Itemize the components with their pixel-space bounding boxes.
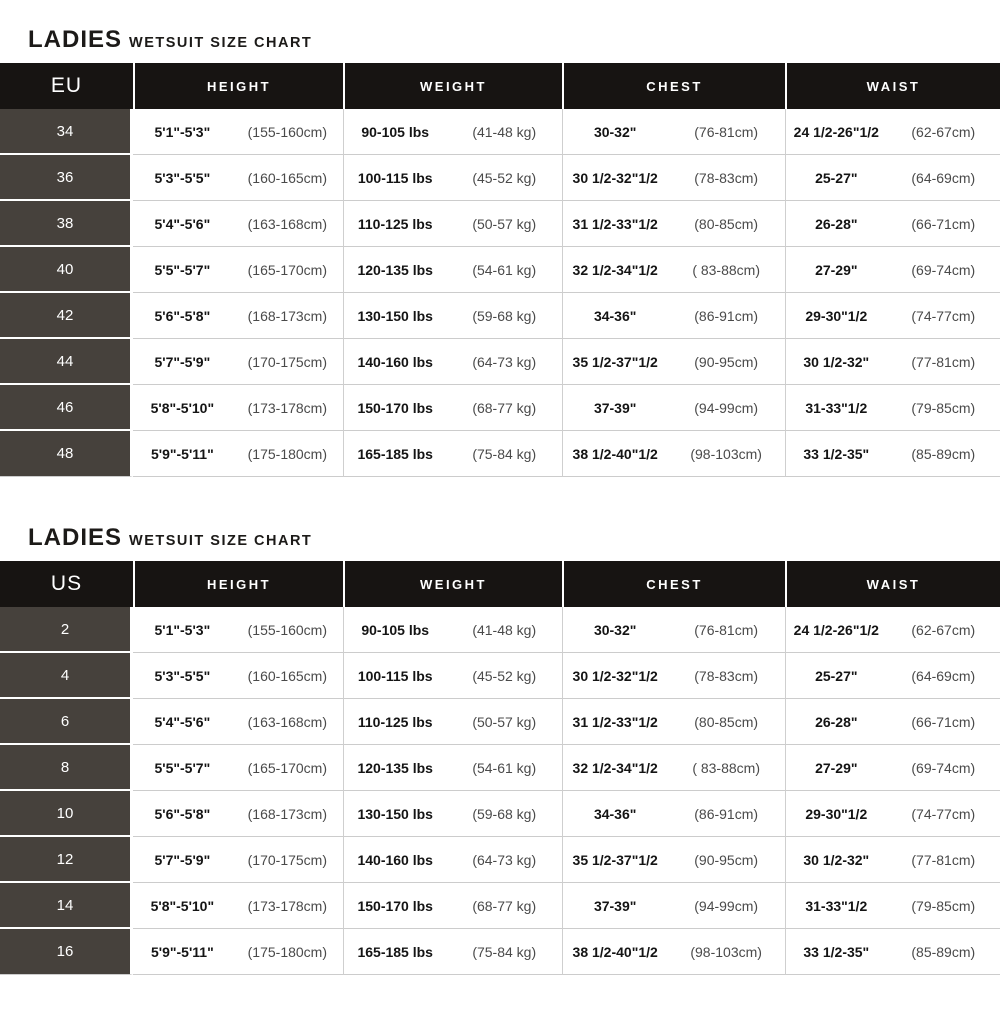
weight-cell (343, 201, 562, 247)
metric-value: (155-160cm) (247, 123, 328, 140)
metric-value: (78-83cm) (694, 667, 759, 684)
waist-cell (785, 607, 1000, 653)
chart-title-main: LADIES (28, 26, 123, 53)
height-cell (133, 109, 343, 155)
size-cell: 8 (0, 745, 133, 791)
column-header-cell: CHEST (562, 561, 785, 607)
imperial-value: 100-115 lbs (357, 667, 433, 684)
metric-value: (68-77 kg) (472, 897, 537, 914)
weight-cell (343, 607, 562, 653)
metric-value: (90-95cm) (694, 851, 759, 868)
weight-cell (343, 929, 562, 975)
chart-title-main: LADIES (28, 524, 123, 551)
column-header-cell: WAIST (785, 63, 1000, 109)
imperial-value: 5'4"-5'6" (154, 215, 211, 232)
height-cell (133, 653, 343, 699)
imperial-value: 30 1/2-32"1/2 (572, 169, 658, 186)
imperial-value: 35 1/2-37"1/2 (572, 851, 658, 868)
chest-cell (562, 293, 785, 339)
imperial-value: 5'8"-5'10" (150, 399, 215, 416)
metric-value: (50-57 kg) (472, 215, 537, 232)
size-cell: 16 (0, 929, 133, 975)
waist-cell (785, 745, 1000, 791)
imperial-value: 130-150 lbs (357, 307, 433, 324)
metric-value: (85-89cm) (911, 445, 976, 462)
metric-value: (64-69cm) (911, 169, 976, 186)
imperial-value: 140-160 lbs (357, 851, 433, 868)
imperial-value: 110-125 lbs (357, 713, 433, 730)
chart-title (28, 524, 1000, 552)
metric-value: (54-61 kg) (472, 261, 537, 278)
chest-cell (562, 699, 785, 745)
imperial-value: 30 1/2-32"1/2 (572, 667, 658, 684)
metric-value: (54-61 kg) (472, 759, 537, 776)
chart-title-sub: WETSUIT SIZE CHART (129, 35, 313, 51)
chest-cell (562, 339, 785, 385)
imperial-value: 38 1/2-40"1/2 (572, 943, 658, 960)
imperial-value: 5'6"-5'8" (154, 307, 211, 324)
imperial-value: 5'5"-5'7" (154, 759, 211, 776)
height-cell (133, 155, 343, 201)
metric-value: (66-71cm) (911, 713, 976, 730)
weight-cell (343, 293, 562, 339)
size-cell: 4 (0, 653, 133, 699)
metric-value: (173-178cm) (247, 399, 328, 416)
imperial-value: 140-160 lbs (357, 353, 433, 370)
metric-value: (85-89cm) (911, 943, 976, 960)
metric-value: (77-81cm) (911, 851, 976, 868)
waist-cell (785, 385, 1000, 431)
metric-value: (170-175cm) (247, 851, 328, 868)
waist-cell (785, 653, 1000, 699)
imperial-value: 5'6"-5'8" (154, 805, 211, 822)
size-cell: 46 (0, 385, 133, 431)
size-cell: 44 (0, 339, 133, 385)
height-cell (133, 837, 343, 883)
height-cell (133, 201, 343, 247)
metric-value: (175-180cm) (247, 943, 328, 960)
size-cell: 36 (0, 155, 133, 201)
waist-cell (785, 247, 1000, 293)
waist-cell (785, 791, 1000, 837)
chest-cell (562, 791, 785, 837)
chest-cell (562, 385, 785, 431)
imperial-value: 5'9"-5'11" (150, 445, 214, 462)
metric-value: (170-175cm) (247, 353, 328, 370)
imperial-value: 150-170 lbs (357, 399, 433, 416)
imperial-value: 37-39" (593, 399, 637, 416)
imperial-value: 165-185 lbs (357, 445, 433, 462)
metric-value: (75-84 kg) (472, 943, 537, 960)
imperial-value: 27-29" (815, 261, 858, 278)
imperial-value: 100-115 lbs (357, 169, 433, 186)
metric-value: (66-71cm) (911, 215, 976, 232)
metric-value: (78-83cm) (694, 169, 759, 186)
size-header-cell: EU (0, 63, 133, 109)
column-header-cell: WEIGHT (343, 63, 562, 109)
imperial-value: 30 1/2-32" (803, 353, 870, 370)
metric-value: (160-165cm) (247, 667, 328, 684)
imperial-value: 24 1/2-26"1/2 (793, 621, 879, 638)
imperial-value: 5'9"-5'11" (150, 943, 214, 960)
weight-cell (343, 883, 562, 929)
metric-value: (45-52 kg) (472, 169, 537, 186)
imperial-value: 5'5"-5'7" (154, 261, 211, 278)
metric-value: (77-81cm) (911, 353, 976, 370)
metric-value: (69-74cm) (911, 759, 976, 776)
metric-value: (76-81cm) (694, 621, 759, 638)
chest-cell (562, 155, 785, 201)
metric-value: ( 83-88cm) (692, 261, 760, 278)
imperial-value: 35 1/2-37"1/2 (572, 353, 658, 370)
metric-value: (79-85cm) (911, 897, 976, 914)
column-header-cell: WAIST (785, 561, 1000, 607)
height-cell (133, 791, 343, 837)
metric-value: (163-168cm) (247, 713, 328, 730)
size-cell: 34 (0, 109, 133, 155)
metric-value: (74-77cm) (911, 307, 976, 324)
imperial-value: 90-105 lbs (361, 621, 430, 638)
metric-value: (41-48 kg) (472, 621, 537, 638)
weight-cell (343, 431, 562, 477)
waist-cell (785, 837, 1000, 883)
metric-value: (59-68 kg) (472, 805, 537, 822)
weight-cell (343, 745, 562, 791)
waist-cell (785, 201, 1000, 247)
eu-size-table (0, 63, 1000, 477)
waist-cell (785, 109, 1000, 155)
imperial-value: 24 1/2-26"1/2 (793, 123, 879, 140)
waist-cell (785, 929, 1000, 975)
metric-value: (64-73 kg) (472, 353, 537, 370)
imperial-value: 130-150 lbs (357, 805, 433, 822)
metric-value: ( 83-88cm) (692, 759, 760, 776)
imperial-value: 30 1/2-32" (803, 851, 870, 868)
weight-cell (343, 653, 562, 699)
metric-value: (160-165cm) (247, 169, 328, 186)
metric-value: (173-178cm) (247, 897, 328, 914)
metric-value: (155-160cm) (247, 621, 328, 638)
metric-value: (45-52 kg) (472, 667, 537, 684)
imperial-value: 29-30"1/2 (805, 307, 868, 324)
imperial-value: 26-28" (815, 215, 858, 232)
imperial-value: 5'3"-5'5" (154, 169, 211, 186)
waist-cell (785, 699, 1000, 745)
metric-value: (165-170cm) (247, 261, 328, 278)
height-cell (133, 883, 343, 929)
imperial-value: 34-36" (593, 307, 637, 324)
height-cell (133, 247, 343, 293)
size-cell: 38 (0, 201, 133, 247)
metric-value: (165-170cm) (247, 759, 328, 776)
metric-value: (76-81cm) (694, 123, 759, 140)
chest-cell (562, 837, 785, 883)
metric-value: (168-173cm) (247, 307, 328, 324)
chest-cell (562, 607, 785, 653)
chest-cell (562, 653, 785, 699)
size-cell: 6 (0, 699, 133, 745)
imperial-value: 26-28" (815, 713, 858, 730)
column-header-cell: HEIGHT (133, 561, 343, 607)
metric-value: (98-103cm) (690, 445, 762, 462)
size-chart-block (0, 524, 1000, 975)
chest-cell (562, 929, 785, 975)
waist-cell (785, 339, 1000, 385)
waist-cell (785, 293, 1000, 339)
height-cell (133, 929, 343, 975)
height-cell (133, 339, 343, 385)
weight-cell (343, 247, 562, 293)
imperial-value: 37-39" (593, 897, 637, 914)
height-cell (133, 293, 343, 339)
imperial-value: 32 1/2-34"1/2 (572, 261, 658, 278)
metric-value: (175-180cm) (247, 445, 328, 462)
weight-cell (343, 339, 562, 385)
size-chart-page (0, 26, 1000, 1026)
chart-title (28, 26, 1000, 54)
imperial-value: 5'4"-5'6" (154, 713, 211, 730)
imperial-value: 120-135 lbs (357, 261, 433, 278)
weight-cell (343, 109, 562, 155)
imperial-value: 25-27" (815, 169, 858, 186)
weight-cell (343, 791, 562, 837)
metric-value: (68-77 kg) (472, 399, 537, 416)
size-cell: 10 (0, 791, 133, 837)
imperial-value: 30-32" (593, 123, 637, 140)
column-header-cell: HEIGHT (133, 63, 343, 109)
column-header-cell: CHEST (562, 63, 785, 109)
imperial-value: 5'1"-5'3" (154, 621, 211, 638)
imperial-value: 30-32" (593, 621, 637, 638)
metric-value: (90-95cm) (694, 353, 759, 370)
metric-value: (74-77cm) (911, 805, 976, 822)
imperial-value: 5'8"-5'10" (150, 897, 215, 914)
imperial-value: 31 1/2-33"1/2 (572, 713, 658, 730)
metric-value: (163-168cm) (247, 215, 328, 232)
metric-value: (75-84 kg) (472, 445, 537, 462)
imperial-value: 34-36" (593, 805, 637, 822)
imperial-value: 110-125 lbs (357, 215, 433, 232)
metric-value: (86-91cm) (694, 307, 759, 324)
imperial-value: 29-30"1/2 (805, 805, 868, 822)
metric-value: (62-67cm) (911, 123, 976, 140)
metric-value: (59-68 kg) (472, 307, 537, 324)
chest-cell (562, 247, 785, 293)
weight-cell (343, 837, 562, 883)
imperial-value: 5'1"-5'3" (154, 123, 211, 140)
imperial-value: 5'7"-5'9" (154, 353, 211, 370)
size-cell: 14 (0, 883, 133, 929)
weight-cell (343, 385, 562, 431)
size-chart-block (0, 26, 1000, 477)
size-cell: 42 (0, 293, 133, 339)
metric-value: (69-74cm) (911, 261, 976, 278)
metric-value: (64-69cm) (911, 667, 976, 684)
imperial-value: 31-33"1/2 (805, 399, 868, 416)
height-cell (133, 699, 343, 745)
size-cell: 48 (0, 431, 133, 477)
imperial-value: 165-185 lbs (357, 943, 433, 960)
metric-value: (168-173cm) (247, 805, 328, 822)
metric-value: (94-99cm) (694, 399, 759, 416)
metric-value: (80-85cm) (694, 215, 759, 232)
size-cell: 40 (0, 247, 133, 293)
metric-value: (64-73 kg) (472, 851, 537, 868)
imperial-value: 25-27" (815, 667, 858, 684)
imperial-value: 120-135 lbs (357, 759, 433, 776)
height-cell (133, 745, 343, 791)
imperial-value: 31-33"1/2 (805, 897, 868, 914)
imperial-value: 33 1/2-35" (803, 445, 870, 462)
chest-cell (562, 109, 785, 155)
metric-value: (79-85cm) (911, 399, 976, 416)
imperial-value: 5'3"-5'5" (154, 667, 211, 684)
waist-cell (785, 883, 1000, 929)
imperial-value: 33 1/2-35" (803, 943, 870, 960)
height-cell (133, 607, 343, 653)
metric-value: (62-67cm) (911, 621, 976, 638)
metric-value: (98-103cm) (690, 943, 762, 960)
chest-cell (562, 431, 785, 477)
size-cell: 2 (0, 607, 133, 653)
size-cell: 12 (0, 837, 133, 883)
chest-cell (562, 745, 785, 791)
chart-title-sub: WETSUIT SIZE CHART (129, 533, 313, 549)
column-header-cell: WEIGHT (343, 561, 562, 607)
metric-value: (94-99cm) (694, 897, 759, 914)
waist-cell (785, 155, 1000, 201)
imperial-value: 150-170 lbs (357, 897, 433, 914)
chest-cell (562, 883, 785, 929)
waist-cell (785, 431, 1000, 477)
size-header-cell: US (0, 561, 133, 607)
metric-value: (80-85cm) (694, 713, 759, 730)
imperial-value: 90-105 lbs (361, 123, 430, 140)
chest-cell (562, 201, 785, 247)
us-size-table (0, 561, 1000, 975)
metric-value: (86-91cm) (694, 805, 759, 822)
height-cell (133, 431, 343, 477)
imperial-value: 38 1/2-40"1/2 (572, 445, 658, 462)
height-cell (133, 385, 343, 431)
imperial-value: 31 1/2-33"1/2 (572, 215, 658, 232)
metric-value: (50-57 kg) (472, 713, 537, 730)
imperial-value: 5'7"-5'9" (154, 851, 211, 868)
metric-value: (41-48 kg) (472, 123, 537, 140)
imperial-value: 27-29" (815, 759, 858, 776)
weight-cell (343, 699, 562, 745)
weight-cell (343, 155, 562, 201)
imperial-value: 32 1/2-34"1/2 (572, 759, 658, 776)
